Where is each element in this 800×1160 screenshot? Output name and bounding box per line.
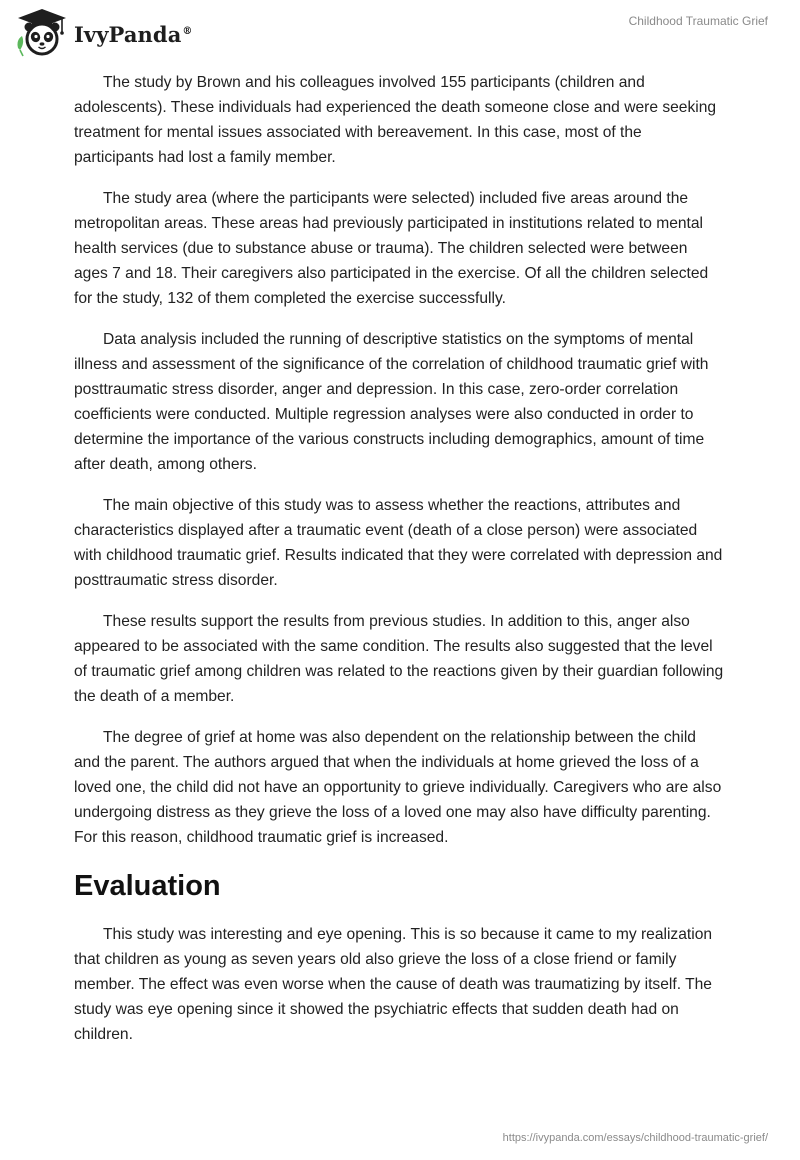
- paragraph: Data analysis included the running of descriptive statistics on the symptoms of mental illness and assessment of the significance of the correlation of childhood traumatic grief with posttraumatic stress disorder, anger and depression. In this case, zero-order correlation coefficients were conducted. Multiple regression analyses were also conducted in order to determine the importance of the various constructs including demographics, amount of time after death, among others.: [74, 331, 709, 473]
- paragraph: The study by Brown and his colleagues involved 155 participants (children and adolescents). These individuals had experienced the death someone close and were seeking treatment for mental issues associated with bereavement. In this case, most of the participants had lost a family member.: [74, 74, 717, 166]
- essay-body: [74, 70, 724, 1063]
- paragraph: The main objective of this study was to assess whether the reactions, attributes and characteristics displayed after a traumatic event (death of a close person) were associated with childhood traumatic grief. Results indicated that they were correlated with depression and posttraumatic stress disorder.: [74, 497, 723, 589]
- evaluation-heading: Evaluation: [74, 870, 221, 902]
- brand-name: IvyPanda®: [74, 21, 193, 47]
- page-header: [0, 0, 800, 70]
- panda-graduate-icon: [14, 6, 70, 58]
- paragraph: The degree of grief at home was also dependent on the relationship between the child and the parent. The authors argued that when the individuals at home grieved the loss of a loved one, the child did not have an opportunity to grieve individually. Caregivers who are also undergoing distress as they grieve the loss of a loved one may also have difficulty parenting. For this reason, childhood traumatic grief is increased.: [74, 729, 722, 846]
- document-title: Childhood Traumatic Grief: [628, 14, 768, 28]
- registered-mark: ®: [182, 25, 193, 37]
- source-url[interactable]: https://ivypanda.com/essays/childhood-traumatic-grief/: [502, 1132, 768, 1144]
- paragraph: These results support the results from previous studies. In addition to this, anger also appeared to be associated with the same condition. The results also suggested that the level of traumatic grief among children was related to the reactions given by their guardian following the death of a member.: [74, 613, 724, 705]
- paragraph: This study was interesting and eye opening. This is so because it came to my realization that children as young as seven years old also grieve the loss of a close friend or family member. The effect was even worse when the cause of death was traumatizing by itself. The study was eye opening since it showed the psychiatric effects that sudden death had on children.: [74, 926, 713, 1043]
- ivypanda-logo[interactable]: [14, 6, 193, 58]
- paragraph: The study area (where the participants were selected) included five areas around the metropolitan areas. These areas had previously participated in institutions related to mental health services (due to substance abuse or trauma). The children selected were between ages 7 and 18. Their caregivers also participated in the exercise. Of all the children selected for the study, 132 of them completed the exercise successfully.: [74, 190, 709, 307]
